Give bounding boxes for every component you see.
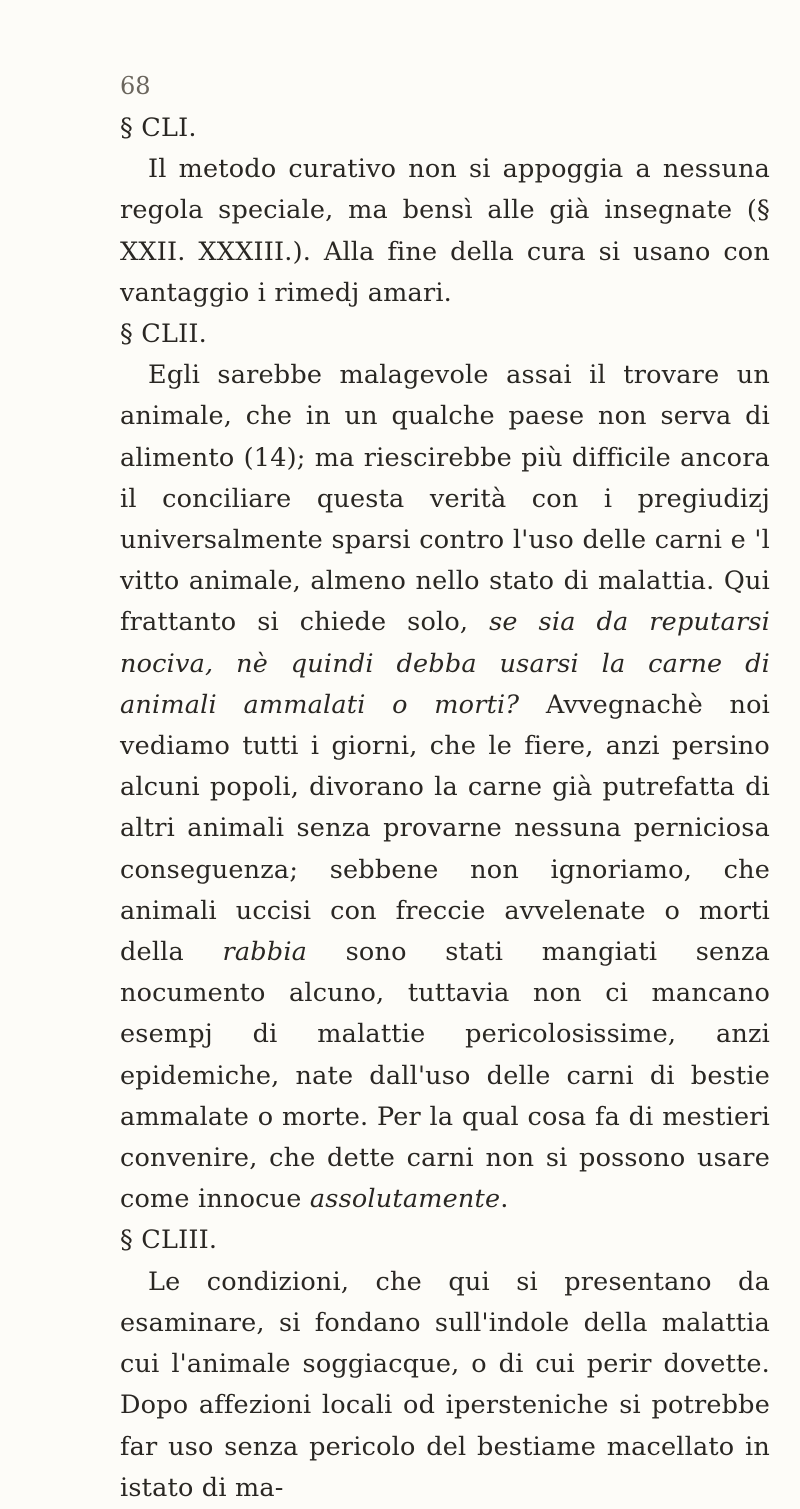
italic-text: rabbia	[222, 937, 308, 968]
section-heading: § CLI.	[120, 113, 197, 143]
section-paragraph	[120, 355, 770, 1220]
body-text	[120, 108, 770, 1509]
italic-text: se sia da reputarsi nociva, nè quindi debba usarsi la carne di animali ammalati o morti?	[120, 607, 770, 720]
section-heading: § CLIII.	[120, 1225, 218, 1256]
text-run: Egli sarebbe malagevole assai il trovare un animale, che in un qualche paese non serva di alimento (14); ma riescirebbe più difficile ancora il conciliare questa verità con i pregiudizj universalmente sparsi contro l'uso delle carni e 'l vitto animale, almeno nello stato di malattia. Qui frattanto si chiede solo,	[120, 360, 770, 638]
text-run: Avvegnachè noi vediamo tutti i giorni, che le fiere, anzi persino alcuni popoli, divorano la carne già putrefatta di altri animali senza provarne nessuna perniciosa conseguenza; sebbene non ignoriamo, che animali uccisi con freccie avvelenate o morti della	[120, 689, 771, 968]
text-run: .	[500, 1184, 509, 1215]
italic-text: assolutamente	[309, 1184, 501, 1215]
text-run: Il metodo curativo non si appoggia a nessuna regola speciale, ma bensì alle già insegnate (§ XXII. XXXIII.). Alla fine della cura si usano con vantaggio i rimedj amari.	[120, 154, 770, 308]
text-run: Le condizioni, che qui si presentano da esaminare, si fondano sull'indole della malattia cui l'animale soggiacque, o di cui perir dovette. Dopo affezioni locali od ipersteniche si potrebbe far uso senza pericolo del bestiame macellato in istato di ma-	[120, 1266, 770, 1503]
page-number: 68	[120, 72, 151, 100]
section-paragraph	[120, 149, 770, 314]
section-paragraph	[120, 1262, 770, 1509]
section-heading: § CLII.	[120, 319, 207, 350]
text-run: sono stati mangiati senza nocumento alcuno, tuttavia non ci mancano esempj di malattie pericolosissime, anzi epidemiche, nate dall'uso delle carni di bestie ammalate o morte. Per la qual cosa fa di mestieri convenire, che dette carni non si possono usare come innocue	[120, 937, 770, 1215]
